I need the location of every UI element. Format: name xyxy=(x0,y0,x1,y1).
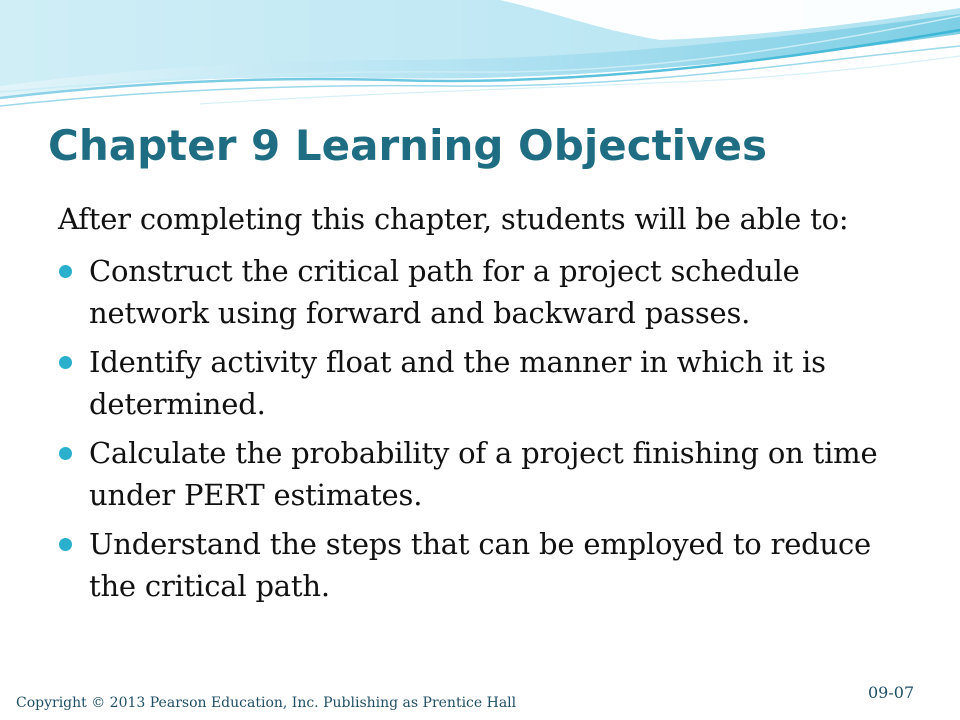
bullet-icon xyxy=(59,356,72,369)
objective-text: Construct the critical path for a project schedule network using forward and backward passes. xyxy=(89,254,800,330)
objective-text: Identify activity float and the manner in which it is determined. xyxy=(89,345,826,421)
bullet-icon xyxy=(59,447,72,460)
slide-title: Chapter 9 Learning Objectives xyxy=(48,121,767,170)
copyright-footer: Copyright © 2013 Pearson Education, Inc. Publishing as Prentice Hall xyxy=(16,695,517,711)
slide-content xyxy=(58,198,918,614)
intro-text: After completing this chapter, students will be able to: xyxy=(58,202,849,236)
bullet-icon xyxy=(59,538,72,551)
objective-text: Calculate the probability of a project finishing on time under PERT estimates. xyxy=(89,436,878,512)
objective-item xyxy=(58,250,918,334)
bullet-icon xyxy=(59,265,72,278)
objective-text: Understand the steps that can be employed to reduce the critical path. xyxy=(89,527,872,603)
objectives-list xyxy=(58,250,918,607)
objective-item xyxy=(58,523,918,607)
objective-item xyxy=(58,432,918,516)
header-wave-decoration xyxy=(0,0,960,120)
objective-item xyxy=(58,341,918,425)
slide-number: 09-07 xyxy=(868,683,915,702)
